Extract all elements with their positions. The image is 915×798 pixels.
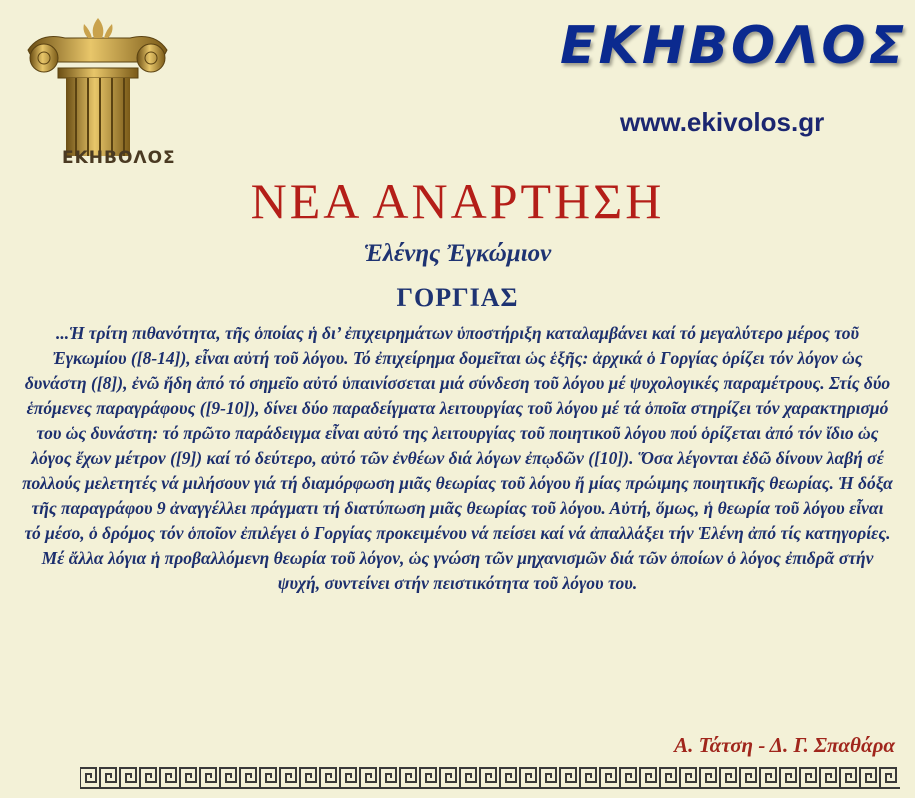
article-body: ...Ἡ τρίτη πιθανότητα, τῆς ὁποίας ἡ δι’ ἐπιχειρημάτων ὑποστήριξη καταλαμβάνει καί τό μεγαλύτερο μέρος τοῦ Ἐγκωμίου ([8-14]), εἶναι αὐτή τοῦ λόγου. Τό ἐπιχείρημα δομεῖται ὡς ἑξῆς: ἀρχικά ὁ Γοργίας ὁρίζει τόν λόγον ὡς δυνάστη ([8]), ἐνῶ ἤδη ἀπό τό σημεῖο αὐτό ὑπαινίσσεται μιά σύνδεση τοῦ λόγου μέ ψυχολογικές παραμέτρους. Στίς δύο ἑπόμενες παραγράφους ([9-10]), δίνει δύο παραδείγματα λειτουργίας τοῦ λόγου μέ τά ὁποῖα στηρίζει τόν χαρακτηρισμό του ὡς δυνάστη: τό πρῶτο παράδειγμα εἶναι αὐτό της λειτουργίας τοῦ ποιητικοῦ λόγου πού ὁρίζεται ἀπό τόν ἴδιο ὡς λόγος ἔχων μέτρον ([9]) καί τό δεύτερο, αὐτό τῶν ἐνθέων διά λόγων ἐπῳδῶν ([10]). Ὅσα λέγονται ἐδῶ δίνουν λαβή σέ πολλούς μελετητές νά μιλήσουν γιά τή διαμόρφωση μιᾶς θεωρίας τοῦ λόγου ἤ μίας πρώιμης ποιητικῆς θεωρίας. Ἡ δόξα τῆς παραγράφου 9 ἀναγγέλλει πράγματι τή διατύπωση μιᾶς θεωρίας τοῦ λόγου. Αὐτή, ὅμως, ἡ θεωρία τοῦ λόγου εἶναι τό μέσο, ὁ δρόμος τόν ὁποῖον ἐπιλέγει ὁ Γοργίας προκειμένου νά πείσει καί νά ἀπαλλάξει τήν Ἑλένη ἀπό τίς κατηγορίες. Μέ ἄλλα λόγια ἡ προβαλλόμενη θεωρία τοῦ λόγον, ὡς γνώση τῶν μηχανισμῶν διά τῶν ὁποίων ὁ λόγος ἐπιδρᾶ στήν ψυχή, συντείνει στήν πειστικότητα τοῦ λόγου του. — [22, 323, 893, 593]
page-title: ΝΕΑ ΑΝΑΡΤΗΣΗ — [250, 173, 665, 229]
author-name: ΓΟΡΓΙΑΣ — [396, 283, 519, 312]
brand-logo-text: ΕΚΗΒΟΛΟΣ — [560, 16, 908, 76]
logo-caption: ΕΚΗΒΟΛΟΣ — [62, 148, 176, 168]
article-signature: Α. Τάτση - Δ. Γ. Σπαθάρα — [674, 733, 895, 757]
work-title: Ἑλένης Ἐγκώμιον — [363, 240, 552, 267]
greek-meander-icon — [80, 766, 900, 790]
site-url[interactable]: www.ekivolos.gr — [620, 107, 825, 137]
